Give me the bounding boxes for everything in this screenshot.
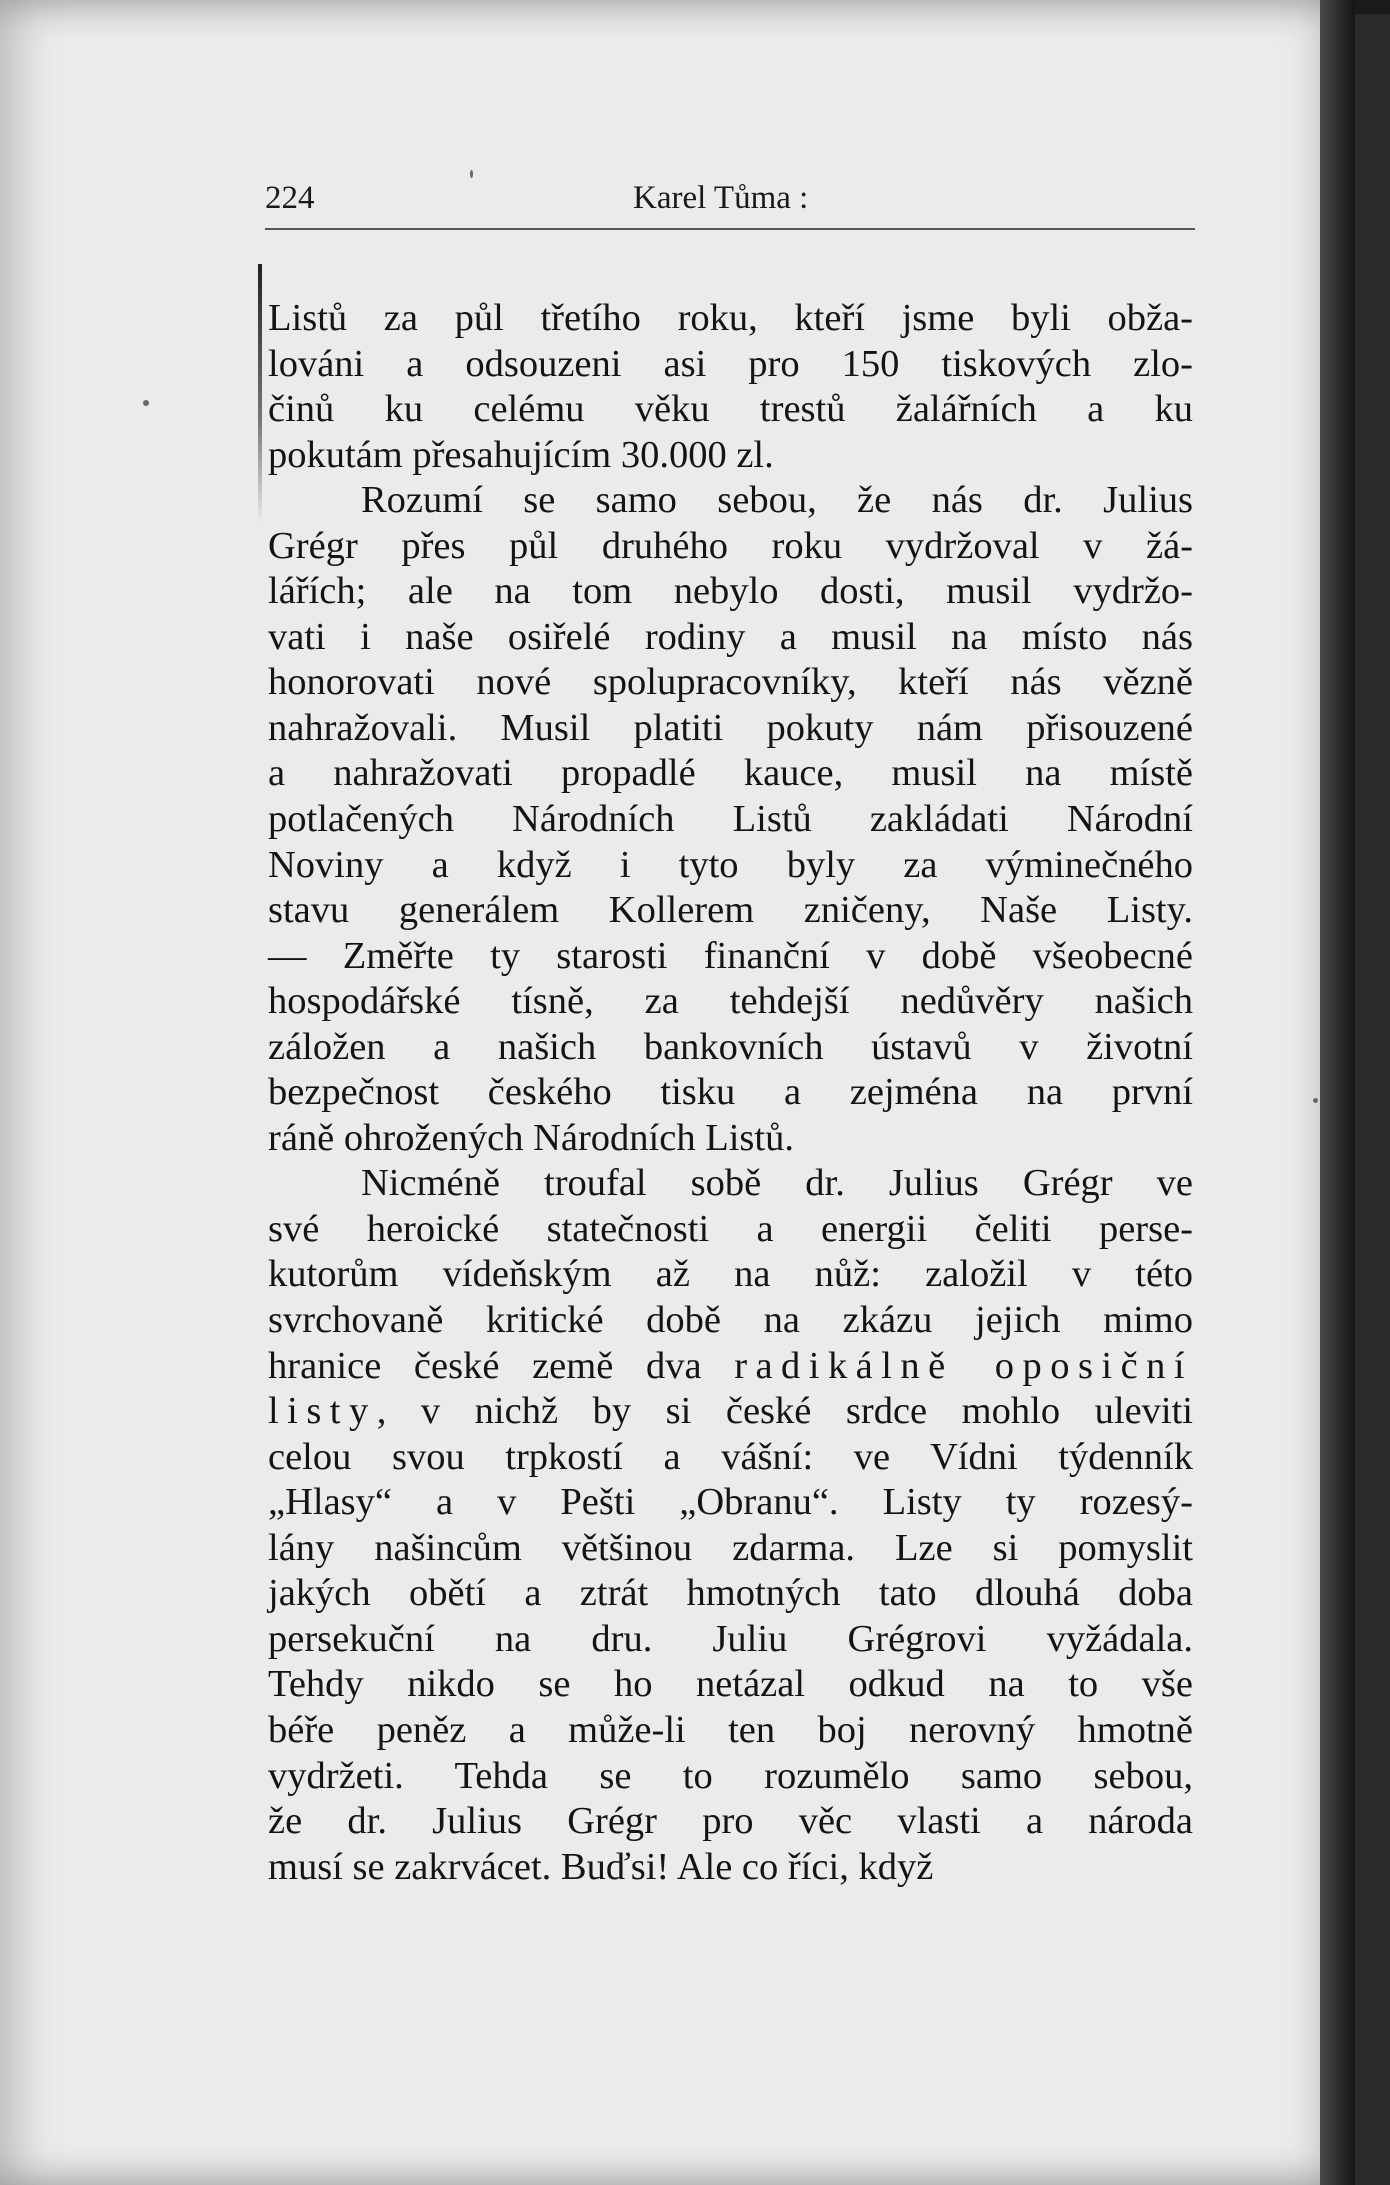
scan-speck: [470, 170, 473, 178]
text-line: Noviny a když i tyto byly za výminečného: [268, 843, 1193, 886]
text-line: nahražovali. Musil platiti pokuty nám přisouzené: [268, 706, 1193, 749]
text-line: „Hlasy“ a v Pešti „Obranu“. Listy ty rozesý-: [268, 1481, 1193, 1524]
running-header: [265, 180, 1195, 220]
text-line: činů ku celému věku trestů žalářních a ku: [268, 388, 1193, 431]
text-line: — Změřte ty starosti finanční v době všeobecné: [268, 934, 1193, 977]
body-text: [268, 296, 1193, 1890]
text-line: pokutám přesahujícím 30.000 zl.: [268, 433, 774, 476]
text-line: bezpečnost českého tisku a zejména na první: [268, 1071, 1193, 1114]
text-line: že dr. Julius Grégr pro věc vlasti a národa: [268, 1800, 1193, 1843]
text-line: listy, v nichž by si české srdce mohlo uleviti: [268, 1390, 1193, 1433]
text-line: béře peněz a může-li ten boj nerovný hmotně: [268, 1708, 1193, 1751]
scan-right-edge: [1320, 0, 1355, 2185]
text-line: Rozumí se samo sebou, že nás dr. Julius: [361, 479, 1193, 522]
text-line: záložen a našich bankovních ústavů v životní: [268, 1025, 1193, 1068]
page-number: 224: [265, 180, 315, 216]
text-line: lářích; ale na tom nebylo dosti, musil vydržo-: [268, 570, 1193, 613]
text-line: ráně ohrožených Národních Listů.: [268, 1116, 794, 1159]
scan-speck: [143, 400, 149, 406]
header-rule: [265, 228, 1195, 230]
text-line: své heroické statečnosti a energii čeliti perse-: [268, 1207, 1193, 1250]
margin-mark: [258, 264, 262, 524]
text-line: jakých obětí a ztrát hmotných tato dlouhá doba: [268, 1572, 1193, 1615]
text-line: hospodářské tísně, za tehdejší nedůvěry našich: [268, 980, 1193, 1023]
text-line: persekuční na dru. Juliu Grégrovi vyžádala.: [268, 1617, 1193, 1660]
text-line: Listů za půl třetího roku, kteří jsme byli obža-: [268, 297, 1193, 339]
text-line: potlačených Národních Listů zakládati Národní: [268, 798, 1193, 841]
text-line: celou svou trpkostí a vášní: ve Vídni týdenník: [268, 1435, 1193, 1478]
text-line: a nahražovati propadlé kauce, musil na místě: [268, 752, 1193, 795]
text-line: musí se zakrvácet. Buďsi! Ale co říci, když: [268, 1845, 934, 1888]
text-line: lováni a odsouzeni asi pro 150 tiskových zlo-: [268, 342, 1193, 385]
text-line: lány našincům většinou zdarma. Lze si pomyslit: [268, 1526, 1193, 1569]
text-line: kutorům vídeňským až na nůž: založil v této: [268, 1253, 1193, 1296]
text-line: vati i naše osiřelé rodiny a musil na místo nás: [268, 615, 1193, 658]
text-line: vydržeti. Tehda se to rozumělo samo sebou,: [268, 1754, 1193, 1797]
text-line: svrchovaně kritické době na zkázu jejich mimo: [268, 1299, 1193, 1342]
running-title: Karel Tůma :: [633, 180, 809, 216]
text-line: Tehdy nikdo se ho netázal odkud na to vše: [268, 1663, 1193, 1706]
text-line: Grégr přes půl druhého roku vydržoval v žá-: [268, 524, 1193, 567]
text-line: Nicméně troufal sobě dr. Julius Grégr ve: [361, 1162, 1193, 1205]
text-line: honorovati nové spolupracovníky, kteří nás vězně: [268, 661, 1193, 704]
text-line: hranice české země dva radikálně oposiční: [268, 1344, 1194, 1387]
scan-speck: [1313, 1098, 1318, 1103]
text-line: stavu generálem Kollerem zničeny, Naše Listy.: [268, 889, 1193, 932]
